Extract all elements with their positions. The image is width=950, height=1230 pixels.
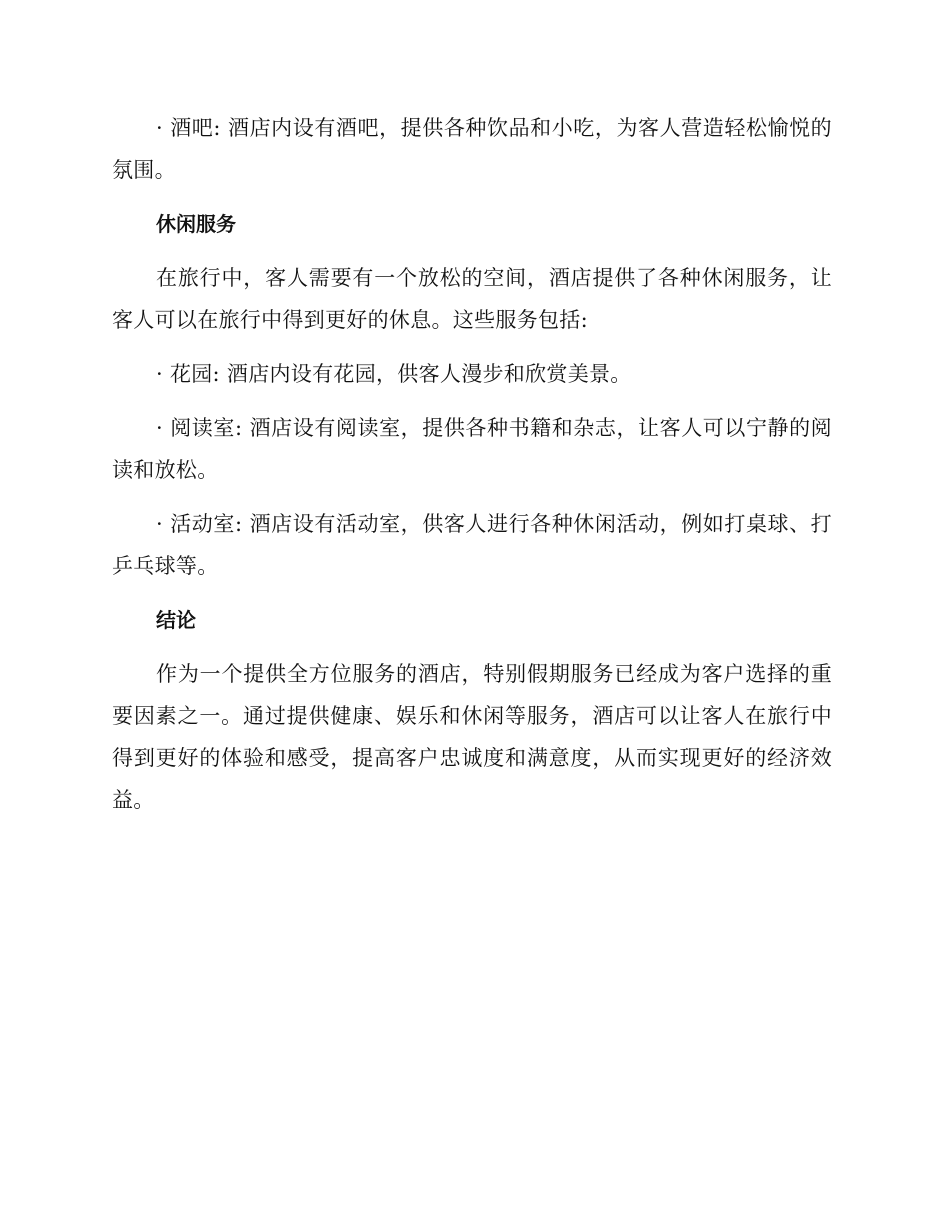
spacer <box>112 191 832 203</box>
leisure-item-reading-room: · 阅读室: 酒店设有阅读室，提供各种书籍和杂志，让客人可以宁静的阅读和放松。 <box>112 416 832 482</box>
spacer <box>112 587 832 599</box>
bar-item: · 酒吧: 酒店内设有酒吧，提供各种饮品和小吃，为客人营造轻松愉悦的氛围。 <box>112 116 832 182</box>
spacer <box>112 491 832 503</box>
leisure-heading: 休闲服务 <box>156 212 236 236</box>
conclusion-body: 作为一个提供全方位服务的酒店，特别假期服务已经成为客户选择的重要因素之一。通过提供健康、娱乐和休闲等服务，酒店可以让客人在旅行中得到更好的体验和感受，提高客户忠诚度和满意度，从而实现更好的经济效益。 <box>112 662 832 812</box>
leisure-item-garden: · 花园: 酒店内设有花园，供客人漫步和欣赏美景。 <box>156 362 632 386</box>
leisure-intro: 在旅行中，客人需要有一个放松的空间，酒店提供了各种休闲服务，让客人可以在旅行中得到更好的休息。这些服务包括: <box>112 266 832 332</box>
conclusion-heading: 结论 <box>156 608 196 632</box>
document-page <box>112 107 832 821</box>
spacer <box>112 245 832 257</box>
spacer <box>112 641 832 653</box>
spacer <box>112 341 832 353</box>
leisure-item-activity-room: · 活动室: 酒店设有活动室，供客人进行各种休闲活动，例如打桌球、打乒乓球等。 <box>112 512 832 578</box>
spacer <box>112 395 832 407</box>
